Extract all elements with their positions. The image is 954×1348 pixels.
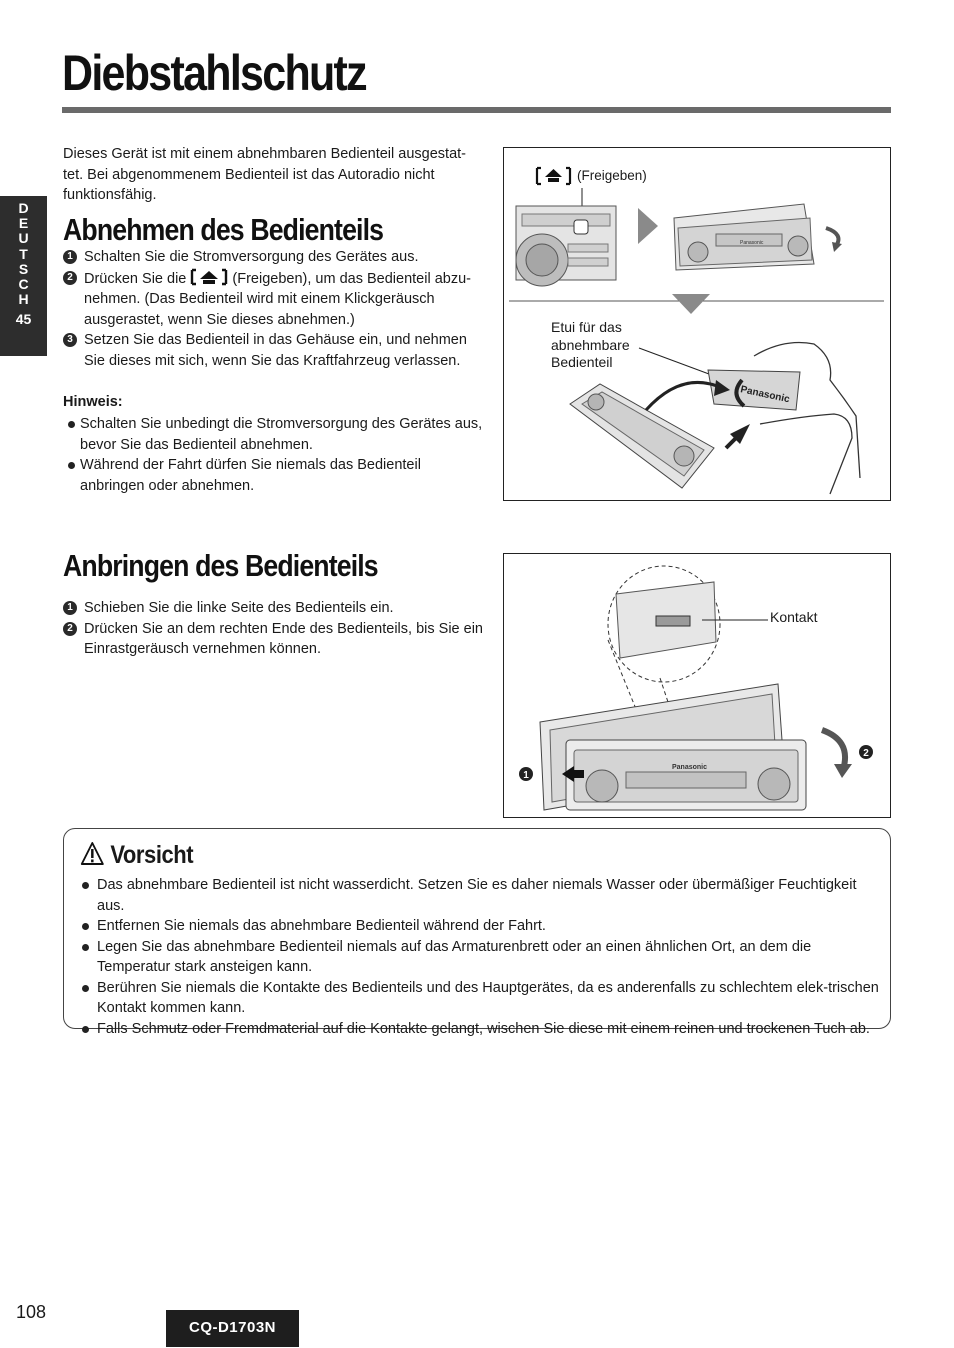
language-side-tab xyxy=(0,196,47,356)
release-button-icon xyxy=(190,268,228,286)
remove-step-2 xyxy=(63,268,483,331)
remove-step-1 xyxy=(63,247,483,268)
release-label: (Freigeben) xyxy=(577,168,647,183)
side-tab-letter: H xyxy=(18,291,29,308)
page-number: 108 xyxy=(16,1302,47,1322)
remove-figure xyxy=(503,147,891,501)
step-number: 1 xyxy=(63,601,77,615)
model-badge: CQ-D1703N xyxy=(166,1310,299,1347)
contact-label: Kontakt xyxy=(770,609,818,625)
side-tab-letter: S xyxy=(18,260,29,277)
step-marker-1-label: 1 xyxy=(523,770,529,781)
caution-item: Das abnehmbare Bedienteil ist nicht wasserdicht. Setzen Sie es daher niemals Wasser oder übermäßiger Feuchtigkeit aus. xyxy=(80,875,880,916)
caution-box xyxy=(63,828,891,1037)
side-tab-letter: T xyxy=(19,245,28,262)
caution-title-text: Vorsicht xyxy=(110,841,194,869)
title-rule xyxy=(62,107,891,113)
warning-icon xyxy=(80,841,105,866)
intro-text: Dieses Gerät ist mit einem abnehmbaren Bedienteil ausgestat-tet. Bei abgenommenem Bedienteil ist das Autoradio nicht funktionsfähig. xyxy=(63,146,466,203)
side-tab-letter: U xyxy=(18,230,29,247)
hint-title: Hinweis: xyxy=(63,394,123,410)
faceplate-front xyxy=(570,384,714,488)
faceplate-front xyxy=(566,740,806,810)
step-text: Schalten Sie die Stromversorgung des Gerätes aus. xyxy=(84,249,419,265)
attach-figure xyxy=(503,553,891,818)
hint-item: Während der Fahrt dürfen Sie niemals das Bedienteil anbringen oder abnehmen. xyxy=(63,455,483,496)
step-text: Drücken Sie die xyxy=(84,270,187,287)
caution-item: Berühren Sie niemals die Kontakte des Bedienteils und des Hauptgerätes, da es anderenfalls zu schlechtem elek-trischen Kontakt kommen kann. xyxy=(80,978,880,1019)
contact-strip xyxy=(656,616,690,626)
step-marker-2-label: 2 xyxy=(863,748,869,759)
caution-item: Falls Schmutz oder Fremdmaterial auf die Kontakte gelangt, wischen Sie diese mit einem reinen und trockenen Tuch ab. xyxy=(80,1019,880,1040)
caution-title xyxy=(80,841,193,870)
step-number: 1 xyxy=(63,250,77,264)
remove-step-3 xyxy=(63,330,483,371)
press-arrow-icon xyxy=(822,730,845,766)
remove-illustration xyxy=(504,148,890,500)
step-text: Schieben Sie die linke Seite des Bedienteils ein. xyxy=(84,600,394,616)
step-text: Drücken Sie an dem rechten Ende des Bedienteils, bis Sie ein Einrastgeräusch vernehmen können. xyxy=(84,620,483,657)
brand-label: Panasonic xyxy=(672,764,708,771)
brand-label: Panasonic xyxy=(740,240,764,246)
side-tab-letter: D xyxy=(18,200,29,216)
side-tab-letter: C xyxy=(18,276,29,293)
detached-faceplate xyxy=(674,204,814,270)
section-remove-title: Abnehmen des Bedienteils xyxy=(63,212,384,247)
caution-item: Legen Sie das abnehmbare Bedienteil niemals auf das Armaturenbrett oder an einen ähnlichen Ort, an dem die Temperatur stark ansteigen kann. xyxy=(80,937,880,978)
caution-item: Entfernen Sie niemals das abnehmbare Bedienteil während der Fahrt. xyxy=(80,916,880,937)
arrow-right-icon xyxy=(638,208,658,244)
step-text: (Freigeben), um das Bedienteil abzu-nehmen. (Das Bedienteil wird mit einem Klickgeräusch ausgerastet, wenn Sie dieses abnehmen.) xyxy=(84,270,471,328)
attach-steps xyxy=(63,598,483,660)
head-unit-closeup xyxy=(516,206,616,286)
page-title: Diebstahlschutz xyxy=(62,45,366,101)
release-button-icon xyxy=(537,168,570,184)
hint-item: Schalten Sie unbedingt die Stromversorgung des Gerätes aus, bevor Sie das Bedienteil abnehmen. xyxy=(63,414,483,455)
attach-step-2 xyxy=(63,619,483,660)
step-number: 2 xyxy=(63,271,77,285)
side-tab-letter: E xyxy=(18,215,29,232)
section-attach-title: Anbringen des Bedienteils xyxy=(63,548,378,583)
caution-list xyxy=(80,875,880,1039)
remove-steps xyxy=(63,247,483,371)
arrow-down-icon xyxy=(672,294,710,314)
hint-list xyxy=(63,414,483,496)
attach-step-1 xyxy=(63,598,483,619)
brand-label: Panasonic xyxy=(739,384,791,406)
attach-illustration xyxy=(504,554,890,817)
step-text: Setzen Sie das Bedienteil in das Gehäuse ein, und nehmen Sie dieses mit sich, wenn Sie das Kraftfahrzeug verlassen. xyxy=(84,332,467,369)
side-tab-page-number: 45 xyxy=(15,311,32,328)
step-number: 3 xyxy=(63,333,77,347)
step-number: 2 xyxy=(63,622,77,636)
case-label: Etui für das abnehmbare Bedienteil xyxy=(551,319,630,370)
